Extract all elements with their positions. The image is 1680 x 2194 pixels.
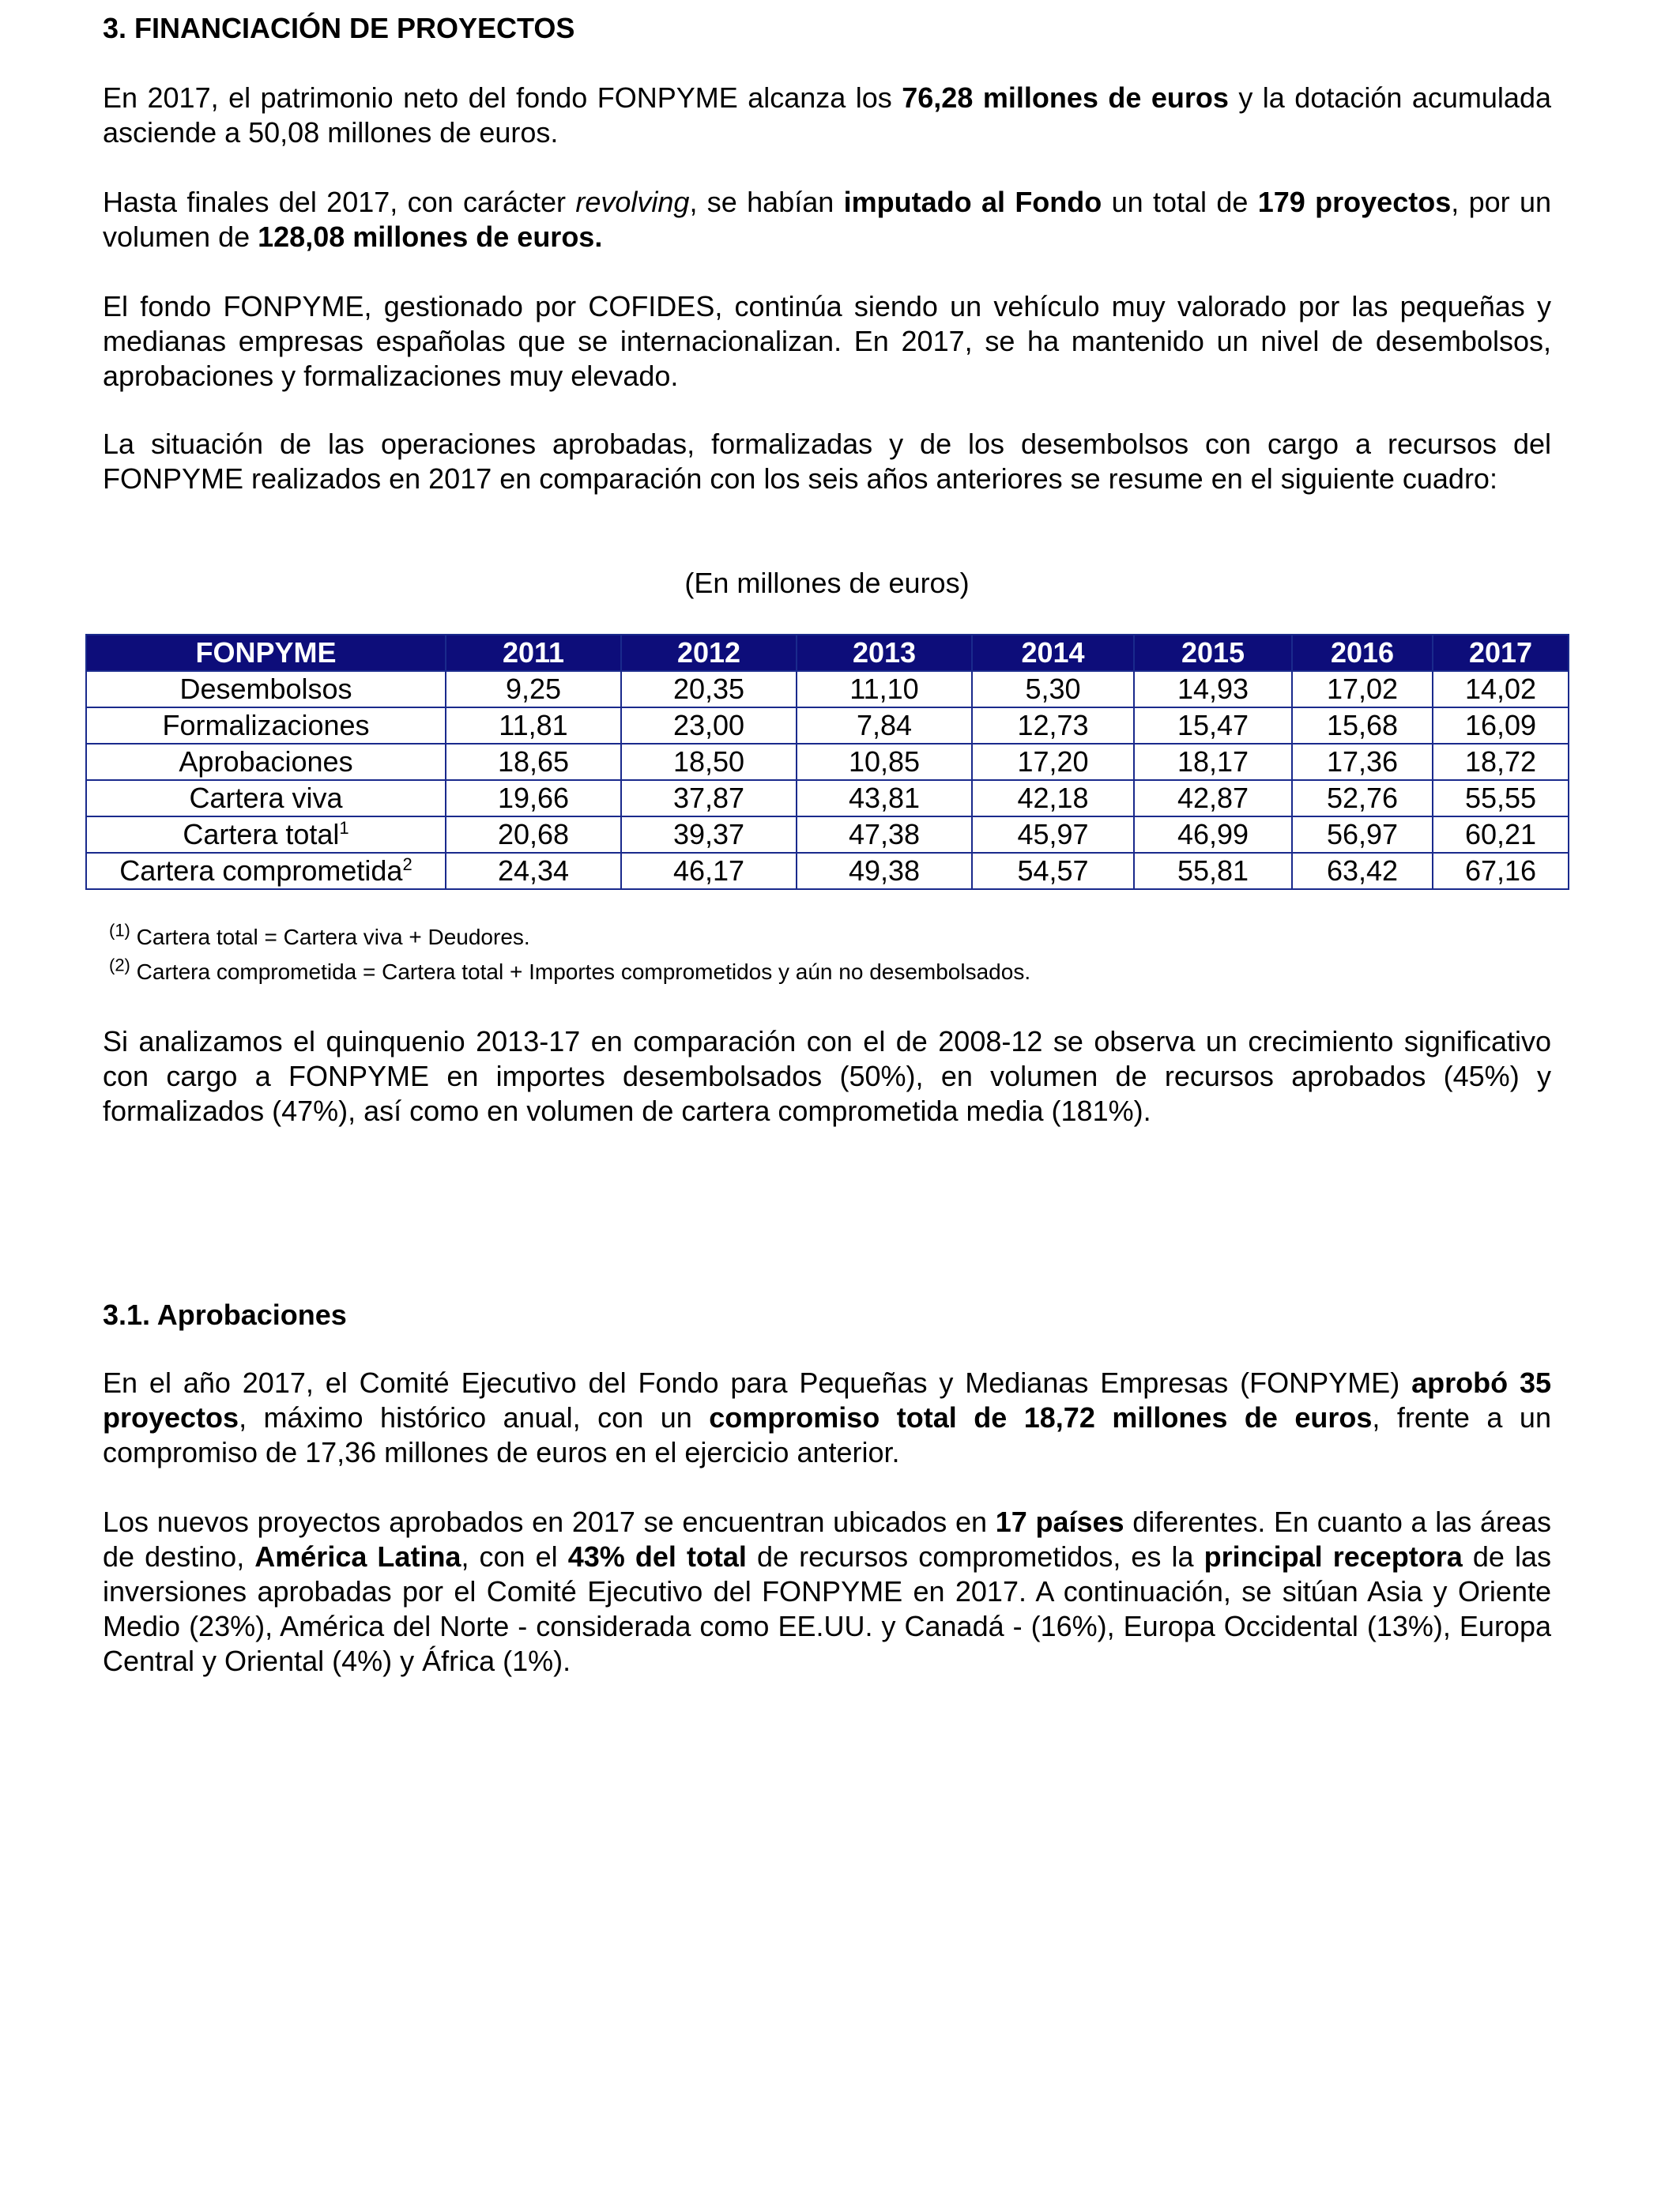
bold-run: 128,08 millones de euros. (258, 221, 603, 253)
header-cell: 2014 (972, 635, 1134, 671)
value-cell: 17,02 (1292, 671, 1433, 707)
value-cell: 24,34 (446, 853, 621, 889)
value-cell: 18,17 (1134, 744, 1292, 780)
header-cell: 2012 (621, 635, 797, 671)
table-row (86, 816, 1569, 853)
row-label-cell (86, 853, 446, 889)
row-label: Cartera viva (189, 782, 343, 814)
value-cell: 12,73 (972, 707, 1134, 744)
value-cell: 37,87 (621, 780, 797, 816)
row-label-superscript: 1 (339, 818, 349, 838)
footnote-text: Cartera total = Cartera viva + Deudores. (130, 925, 530, 949)
text-run: En el año 2017, el Comité Ejecutivo del Fondo para Pequeñas y Medianas Empresas (FONPYME) (103, 1367, 1412, 1399)
row-label: Aprobaciones (179, 745, 353, 778)
value-cell: 45,97 (972, 816, 1134, 853)
value-cell: 46,17 (621, 853, 797, 889)
table-row (86, 707, 1569, 744)
table-row (86, 671, 1569, 707)
value-cell: 15,68 (1292, 707, 1433, 744)
table-caption: (En millones de euros) (684, 567, 970, 599)
value-cell: 56,97 (1292, 816, 1433, 853)
value-cell: 19,66 (446, 780, 621, 816)
row-label-superscript: 2 (402, 854, 412, 874)
table-row (86, 853, 1569, 889)
value-cell: 9,25 (446, 671, 621, 707)
bold-run: 17 países (995, 1506, 1124, 1538)
paragraph-paises (103, 1505, 1551, 1679)
text-run: , con el (461, 1540, 568, 1573)
text-run: un total de (1102, 186, 1258, 218)
bold-run: principal receptora (1203, 1540, 1463, 1573)
value-cell: 60,21 (1433, 816, 1569, 853)
value-cell: 42,87 (1134, 780, 1292, 816)
value-cell: 20,35 (621, 671, 797, 707)
footnote-mark: (1) (109, 920, 130, 941)
bold-run: América Latina (254, 1540, 461, 1573)
value-cell: 15,47 (1134, 707, 1292, 744)
value-cell: 55,55 (1433, 780, 1569, 816)
text-run: diferentes. En cuanto a las áreas de destino, (103, 1506, 1552, 1573)
value-cell: 55,81 (1134, 853, 1292, 889)
text-run: , máximo histórico anual, con un (239, 1401, 710, 1434)
section-heading: 3. FINANCIACIÓN DE PROYECTOS (103, 12, 575, 44)
value-cell: 49,38 (797, 853, 972, 889)
footnote-2 (109, 955, 1031, 986)
value-cell: 43,81 (797, 780, 972, 816)
value-cell: 10,85 (797, 744, 972, 780)
value-cell: 17,36 (1292, 744, 1433, 780)
bold-run: imputado al Fondo (843, 186, 1102, 218)
row-label: Desembolsos (179, 673, 352, 705)
value-cell: 67,16 (1433, 853, 1569, 889)
text-run: , se habían (689, 186, 844, 218)
footnote-mark: (2) (109, 955, 130, 975)
footnote-1 (109, 920, 530, 952)
value-cell: 46,99 (1134, 816, 1292, 853)
bold-run: aprobó 35 proyectos (103, 1367, 1551, 1434)
value-cell: 14,93 (1134, 671, 1292, 707)
value-cell: 7,84 (797, 707, 972, 744)
value-cell: 5,30 (972, 671, 1134, 707)
text-run: , frente a un compromiso de 17,36 millones de euros en el ejercicio anterior. (103, 1401, 1551, 1468)
value-cell: 52,76 (1292, 780, 1433, 816)
header-cell: 2017 (1433, 635, 1569, 671)
value-cell: 20,68 (446, 816, 621, 853)
row-label: Cartera total (183, 818, 340, 850)
paragraph-cofides: El fondo FONPYME, gestionado por COFIDES, continúa siendo un vehículo muy valorado por las pequeñas y medianas empresas españolas que se internacionalizan. En 2017, se ha mantenido un nivel de desembolsos, aprobaciones y formalizaciones muy elevado. (103, 290, 1551, 392)
value-cell: 11,10 (797, 671, 972, 707)
table-row (86, 744, 1569, 780)
paragraph-aprobaciones (103, 1366, 1551, 1470)
subsection-heading: 3.1. Aprobaciones (103, 1299, 347, 1331)
value-cell: 18,50 (621, 744, 797, 780)
paragraph-proyectos (103, 185, 1551, 254)
row-label-cell (86, 816, 446, 853)
value-cell: 39,37 (621, 816, 797, 853)
table-row (86, 780, 1569, 816)
value-cell: 63,42 (1292, 853, 1433, 889)
value-cell: 23,00 (621, 707, 797, 744)
text-run: En 2017, el patrimonio neto del fondo FONPYME alcanza los (103, 81, 902, 114)
bold-run: 43% del total (567, 1540, 747, 1573)
value-cell: 14,02 (1433, 671, 1569, 707)
fonpyme-table (85, 634, 1569, 890)
italic-run: revolving (575, 186, 690, 218)
table-body (86, 671, 1569, 889)
row-label: Formalizaciones (162, 709, 370, 741)
value-cell: 18,65 (446, 744, 621, 780)
row-label-cell (86, 744, 446, 780)
row-label-cell (86, 780, 446, 816)
row-label-cell (86, 707, 446, 744)
text-run: y la dotación acumulada asciende a 50,08 millones de euros. (103, 81, 1551, 149)
footnote-text: Cartera comprometida = Cartera total + Importes comprometidos y aún no desembolsados. (130, 959, 1031, 984)
value-cell: 17,20 (972, 744, 1134, 780)
text-run: Los nuevos proyectos aprobados en 2017 se encuentran ubicados en (103, 1506, 996, 1538)
value-cell: 47,38 (797, 816, 972, 853)
header-cell: 2016 (1292, 635, 1433, 671)
bold-run: 179 proyectos (1257, 186, 1452, 218)
text-run: de recursos comprometidos, es la (746, 1540, 1204, 1573)
bold-run: compromiso total de 18,72 millones de euros (709, 1401, 1373, 1434)
value-cell: 16,09 (1433, 707, 1569, 744)
value-cell: 18,72 (1433, 744, 1569, 780)
value-cell: 11,81 (446, 707, 621, 744)
value-cell: 42,18 (972, 780, 1134, 816)
header-cell: FONPYME (86, 635, 446, 671)
row-label-cell (86, 671, 446, 707)
text-run: de las inversiones aprobadas por el Comité Ejecutivo del FONPYME en 2017. A continuación, se sitúan Asia y Oriente Medio (23%), América del Norte - considerada como EE.UU. y Canadá - (16%), Europa Occidental (13%), Europa Central y Oriental (4%) y África (1%). (103, 1540, 1551, 1677)
row-label: Cartera comprometida (119, 854, 403, 887)
paragraph-quinquenio: Si analizamos el quinquenio 2013-17 en comparación con el de 2008-12 se observa un crecimiento significativo con cargo a FONPYME en importes desembolsados (50%), en volumen de recursos aprobados (45%) y formalizados (47%), así como en volumen de cartera comprometida media (181%). (103, 1025, 1551, 1127)
text-run: Hasta finales del 2017, con carácter (103, 186, 576, 218)
header-cell: 2013 (797, 635, 972, 671)
paragraph-patrimonio (103, 81, 1551, 150)
text-run: , por un volumen de (103, 186, 1551, 253)
header-cell: 2015 (1134, 635, 1292, 671)
value-cell: 54,57 (972, 853, 1134, 889)
paragraph-situacion: La situación de las operaciones aprobadas, formalizadas y de los desembolsos con cargo a recursos del FONPYME realizados en 2017 en comparación con los seis años anteriores se resume en el siguiente cuadro: (103, 428, 1551, 495)
header-cell: 2011 (446, 635, 621, 671)
table-header-row (86, 635, 1569, 671)
bold-run: 76,28 millones de euros (902, 81, 1229, 114)
